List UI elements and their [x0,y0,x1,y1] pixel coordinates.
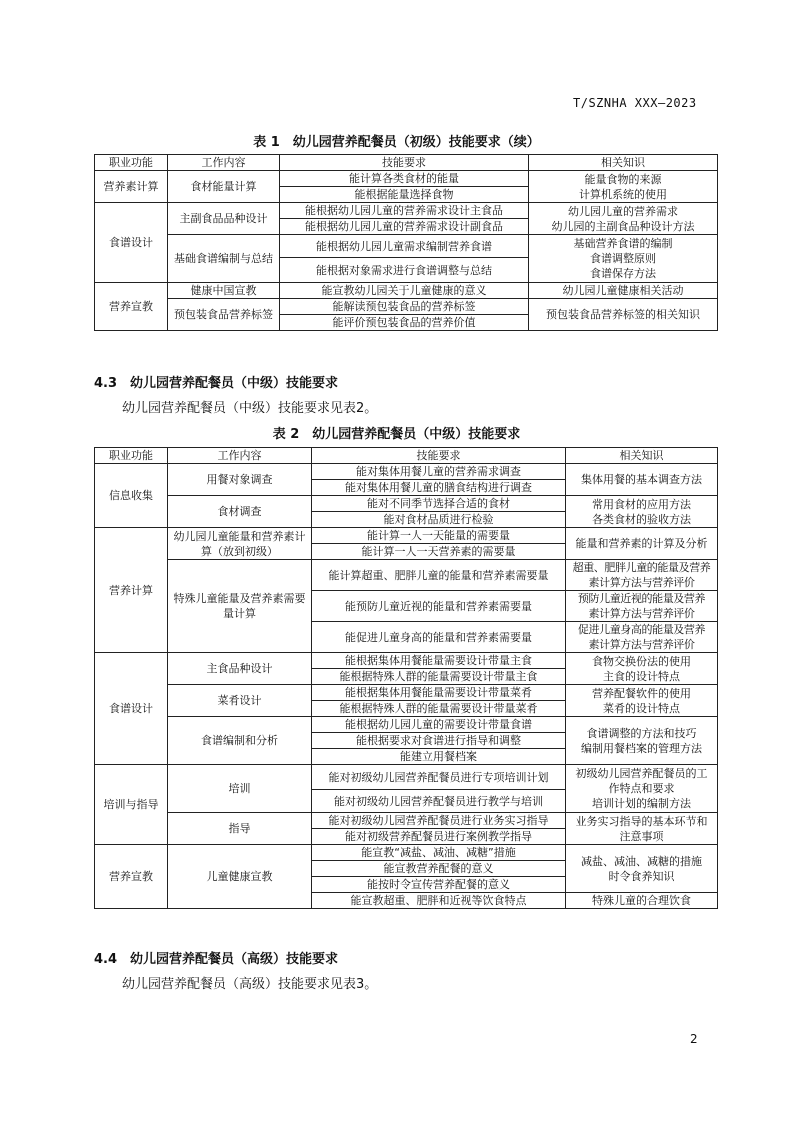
cell-skill: 能根据幼儿园儿童需求编制营养食谱 [280,235,529,258]
knowledge-line: 培训计划的编制方法 [592,797,691,810]
table-row [95,685,718,701]
cell-knowledge [566,496,718,528]
cell-knowledge: 预包装食品营养标签的相关知识 [529,299,718,331]
cell-skill: 能对初级幼儿园营养配餐员进行专项培训计划 [312,765,566,790]
cell-skill: 能计算各类食材的能量 [280,171,529,187]
knowledge-line: 营养配餐软件的使用 [592,686,691,700]
section-paragraph: 幼儿园营养配餐员（中级）技能要求见表2。 [122,401,378,416]
table-row [95,845,718,861]
knowledge-line: 促进儿童身高的能量及营养 [577,623,706,636]
cell-function: 食谱设计 [95,653,168,765]
table-row [95,464,718,480]
knowledge-line: 食谱调整的方法和技巧 [586,726,697,740]
cell-knowledge [529,203,718,235]
cell-skill: 能解读预包装食品的营养标签 [280,299,529,315]
cell-knowledge: 幼儿园儿童健康相关活动 [529,283,718,299]
knowledge-line: 食物交换份法的使用 [592,654,691,668]
header-work: 工作内容 [168,448,312,464]
cell-work: 指导 [168,813,312,845]
knowledge-line: 时令食养知识 [608,869,675,883]
cell-function: 营养素计算 [95,171,168,203]
knowledge-line: 减盐、减油、减糖的措施 [581,854,702,868]
knowledge-line: 食谱调整原则 [590,252,656,265]
header-function: 职业功能 [95,155,168,171]
document-code: T/SZNHA XXX—2023 [573,96,697,110]
cell-knowledge [566,653,718,685]
cell-skill: 能根据集体用餐能量需要设计带量主食 [312,653,566,669]
table-row [95,283,718,299]
section-heading: 4.4 幼儿园营养配餐员（高级）技能要求 [94,952,339,967]
cell-knowledge: 集体用餐的基本调查方法 [566,464,718,496]
header-knowledge: 相关知识 [529,155,718,171]
cell-skill: 能对集体用餐儿童的营养需求调查 [312,464,566,480]
cell-skill: 能根据集体用餐能量需要设计带量菜肴 [312,685,566,701]
cell-knowledge: 能量和营养素的计算及分析 [566,528,718,560]
cell-knowledge [566,717,718,765]
table-row [95,653,718,669]
knowledge-line: 基础营养食谱的编制 [573,237,673,250]
table-row [95,203,718,219]
knowledge-line: 主食的设计特点 [603,669,680,683]
cell-function: 培训与指导 [95,765,168,845]
knowledge-line: 能量食物的来源 [584,172,662,186]
cell-skill: 能对初级幼儿园营养配餐员进行教学与培训 [312,790,566,813]
cell-function: 食谱设计 [95,203,168,283]
cell-work: 基础食谱编制与总结 [168,235,280,283]
cell-function: 营养宣教 [95,845,168,909]
table2-title: 表 2 幼儿园营养配餐员（中级）技能要求 [272,427,521,442]
cell-work: 幼儿园儿童能量和营养素计算（放到初级） [168,528,312,560]
cell-knowledge [566,560,718,591]
table-row [95,560,718,591]
cell-work: 食材能量计算 [168,171,280,203]
section-paragraph: 幼儿园营养配餐员（高级）技能要求见表3。 [122,977,378,992]
header-knowledge: 相关知识 [566,448,718,464]
section-heading: 4.3 幼儿园营养配餐员（中级）技能要求 [94,376,339,391]
cell-knowledge [566,765,718,813]
page-number: 2 [690,1032,698,1046]
knowledge-line: 超重、肥胖儿童的能量及营养 [572,561,711,574]
knowledge-line: 各类食材的验收方法 [592,512,691,526]
knowledge-line: 素计算方法与营养评价 [588,576,695,589]
knowledge-line: 菜肴的设计特点 [603,701,680,715]
table-header-row [95,448,718,464]
cell-skill: 能促进儿童身高的能量和营养素需要量 [312,622,566,653]
cell-skill: 能计算一人一天能量的需要量 [312,528,566,544]
cell-skill: 能根据幼儿园儿童的需要设计带量食谱 [312,717,566,733]
knowledge-line: 素计算方法与营养评价 [588,607,695,620]
cell-skill: 能建立用餐档案 [312,749,566,765]
cell-work: 主食品种设计 [168,653,312,685]
header-skill: 技能要求 [312,448,566,464]
cell-skill: 能宣教超重、肥胖和近视等饮食特点 [312,893,566,909]
cell-skill: 能宣教营养配餐的意义 [312,861,566,877]
cell-skill: 能根据能量选择食物 [280,187,529,203]
table2 [94,447,718,909]
table-row [95,171,718,187]
cell-work: 儿童健康宣教 [168,845,312,909]
cell-skill: 能根据对象需求进行食谱调整与总结 [280,258,529,283]
cell-knowledge [529,235,718,283]
cell-work: 健康中国宣教 [168,283,280,299]
cell-skill: 能根据幼儿园儿童的营养需求设计主食品 [280,203,529,219]
knowledge-line: 幼儿园儿童的营养需求 [568,204,678,218]
knowledge-line: 注意事项 [619,829,664,843]
table-row [95,813,718,829]
cell-knowledge [566,813,718,845]
cell-work: 食材调查 [168,496,312,528]
cell-knowledge [566,622,718,653]
cell-skill: 能对集体用餐儿童的膳食结构进行调查 [312,480,566,496]
knowledge-line: 作特点和要求 [608,782,675,795]
cell-work: 特殊儿童能量及营养素需要量计算 [168,560,312,653]
cell-work: 用餐对象调查 [168,464,312,496]
table1-title: 表 1 幼儿园营养配餐员（初级）技能要求（续） [253,135,540,150]
cell-knowledge [566,591,718,622]
knowledge-line: 幼儿园的主副食品种设计方法 [551,219,695,233]
cell-work: 主副食品品种设计 [168,203,280,235]
header-skill: 技能要求 [280,155,529,171]
cell-work: 菜肴设计 [168,685,312,717]
table-row [95,496,718,512]
cell-knowledge [566,685,718,717]
cell-skill: 能对食材品质进行检验 [312,512,566,528]
table-row [95,765,718,790]
table-header-row [95,155,718,171]
knowledge-line: 预防儿童近视的能量及营养 [577,592,706,605]
knowledge-line: 计算机系统的使用 [579,187,667,201]
cell-skill: 能根据特殊人群的能量需要设计带量主食 [312,669,566,685]
cell-skill: 能计算超重、肥胖儿童的能量和营养素需要量 [312,560,566,591]
header-work: 工作内容 [168,155,280,171]
cell-skill: 能根据幼儿园儿童的营养需求设计副食品 [280,219,529,235]
cell-skill: 能根据特殊人群的能量需要设计带量菜肴 [312,701,566,717]
cell-skill: 能计算一人一天营养素的需要量 [312,544,566,560]
cell-skill: 能对初级营养配餐员进行案例教学指导 [312,829,566,845]
table-row [95,299,718,315]
cell-knowledge [566,845,718,893]
knowledge-line: 素计算方法与营养评价 [588,638,695,651]
cell-skill: 能对初级幼儿园营养配餐员进行业务实习指导 [312,813,566,829]
knowledge-line: 业务实习指导的基本环节和 [575,814,708,828]
header-function: 职业功能 [95,448,168,464]
cell-skill: 能评价预包装食品的营养价值 [280,315,529,331]
knowledge-line: 食谱保存方法 [590,267,656,280]
table1 [94,154,718,331]
knowledge-line: 编制用餐档案的管理方法 [581,741,702,755]
cell-knowledge [529,171,718,203]
cell-work: 食谱编制和分析 [168,717,312,765]
cell-work: 培训 [168,765,312,813]
table-row [95,235,718,258]
cell-function: 营养宣教 [95,283,168,331]
cell-work: 预包装食品营养标签 [168,299,280,331]
table-row [95,528,718,544]
cell-function: 信息收集 [95,464,168,528]
knowledge-line: 常用食材的应用方法 [592,497,691,511]
cell-function: 营养计算 [95,528,168,653]
table-row [95,717,718,733]
cell-skill: 能按时令宣传营养配餐的意义 [312,877,566,893]
cell-skill: 能对不同季节选择合适的食材 [312,496,566,512]
cell-skill: 能宣教“减盐、减油、减糖”措施 [312,845,566,861]
cell-skill: 能预防儿童近视的能量和营养素需要量 [312,591,566,622]
knowledge-line: 初级幼儿园营养配餐员的工 [575,767,708,780]
cell-knowledge: 特殊儿童的合理饮食 [566,893,718,909]
cell-skill: 能根据要求对食谱进行指导和调整 [312,733,566,749]
cell-skill: 能宣教幼儿园关于儿童健康的意义 [280,283,529,299]
